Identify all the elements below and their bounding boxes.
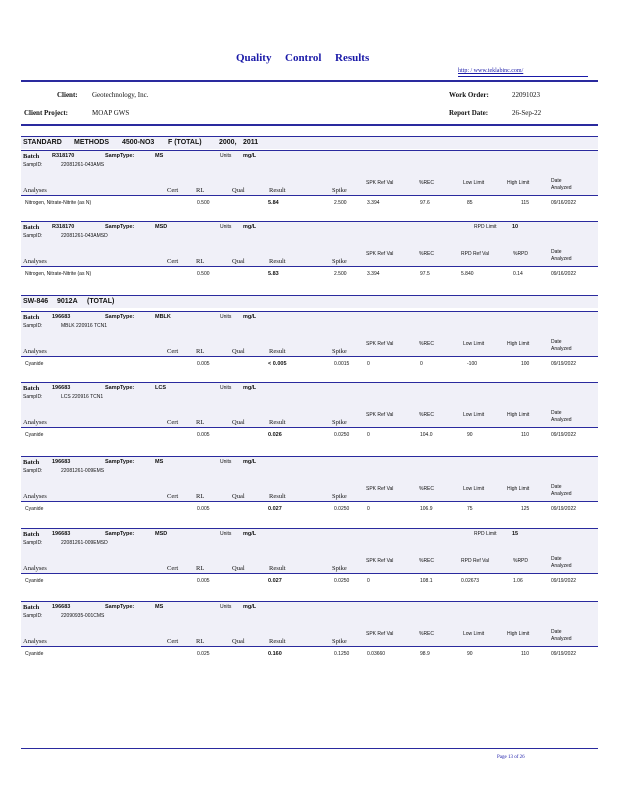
row-analyte: Cyanide (25, 651, 44, 657)
col-rec: %REC (419, 558, 435, 564)
col-qual: Qual (232, 258, 245, 265)
client-project-label: Client Project: (24, 109, 68, 117)
row-low: 90 (467, 432, 473, 438)
row-ref-val: 0 (367, 361, 370, 367)
col-spike: Spike (332, 565, 347, 572)
row-rl: 0.005 (197, 361, 210, 367)
rpd-limit-label: RPD Limit (474, 531, 497, 537)
col-qual: Qual (232, 187, 245, 194)
page-number: Page 13 of 26 (497, 755, 525, 760)
date-label: Date (551, 249, 562, 255)
units-label: Units (220, 385, 232, 391)
col-rl: RL (196, 565, 205, 572)
batch-label: Batch (23, 153, 40, 160)
analyzed-label: Analyzed (551, 491, 572, 497)
col-result: Result (269, 565, 286, 572)
row-high: 125 (521, 506, 530, 512)
col-rpd: %RPD (513, 558, 529, 564)
col-rec: %REC (419, 341, 435, 347)
col-cert: Cert (167, 493, 179, 500)
row-rec: 0 (420, 361, 423, 367)
col-low-limit: Low Limit (463, 631, 485, 637)
batch-label: Batch (23, 314, 40, 321)
sampid-value: 22081261-043AMS (61, 162, 105, 168)
col-spike: Spike (332, 419, 347, 426)
col-result: Result (269, 348, 286, 355)
batch-label: Batch (23, 385, 40, 392)
client-label: Client: (57, 91, 78, 99)
row-result: 0.026 (268, 432, 282, 438)
date-label: Date (551, 410, 562, 416)
client-value: Geotechnology, Inc. (92, 91, 149, 99)
row-rec: 97.5 (420, 271, 430, 277)
col-analyses: Analyses (23, 258, 47, 265)
samp-type-value: MBLK (155, 314, 171, 320)
row-date: 09/19/2022 (551, 361, 577, 367)
row-ref-val: 3.394 (367, 271, 380, 277)
header-top-rule (21, 80, 598, 82)
col-spk-ref-val: SPK Ref Val (366, 631, 394, 637)
col-qual: Qual (232, 493, 245, 500)
col-cert: Cert (167, 565, 179, 572)
work-order-value: 22091023 (512, 91, 540, 99)
analyzed-label: Analyzed (551, 256, 572, 262)
col-rl: RL (196, 493, 205, 500)
row-spike: 0.0250 (334, 432, 350, 438)
row-analyte: Cyanide (25, 432, 44, 438)
row-rec: 97.6 (420, 200, 430, 206)
row-date: 09/16/2022 (551, 200, 577, 206)
row-spike: 0.0250 (334, 578, 350, 584)
row-spike: 2.500 (334, 200, 347, 206)
units-label: Units (220, 314, 232, 320)
row-analyte: Nitrogen, Nitrate-Nitrite (as N) (25, 200, 92, 206)
units-value: mg/L (243, 385, 257, 391)
batch-value: R318170 (52, 224, 75, 230)
col-qual: Qual (232, 348, 245, 355)
row-ref-val: 0.03660 (367, 651, 386, 657)
website-link[interactable]: http: / www.teklabinc.com/ (458, 68, 524, 74)
row-high: 1.06 (513, 578, 523, 584)
row-rec: 106.9 (420, 506, 433, 512)
row-date: 09/19/2022 (551, 506, 577, 512)
method-name-part: STANDARD (23, 139, 62, 146)
project-value: MOAP GWS (92, 109, 130, 117)
batch-label: Batch (23, 531, 40, 538)
header-bottom-rule (21, 124, 598, 126)
row-high: 100 (521, 361, 530, 367)
row-rec: 104.0 (420, 432, 433, 438)
col-rl: RL (196, 348, 205, 355)
col-high-limit: High Limit (507, 341, 530, 347)
row-rl: 0.005 (197, 578, 210, 584)
method-header (21, 295, 598, 308)
sampid-value: MBLK 220916 TCN1 (61, 323, 108, 329)
method-name-part: 4500-NO3 (122, 139, 155, 146)
row-rec: 98.9 (420, 651, 430, 657)
units-label: Units (220, 224, 232, 230)
col-spk-ref-val: SPK Ref Val (366, 486, 394, 492)
col-analyses: Analyses (23, 638, 47, 645)
row-result: 0.027 (268, 578, 282, 584)
batch-value: 196683 (52, 314, 71, 320)
row-low: -100 (467, 361, 478, 367)
col-cert: Cert (167, 348, 179, 355)
row-low: 90 (467, 651, 473, 657)
sampid-label: SampID: (23, 233, 43, 239)
work-order-label: Work Order: (449, 91, 489, 99)
method-name-part: 2000, (219, 139, 237, 146)
row-rl: 0.005 (197, 432, 210, 438)
col-result: Result (269, 638, 286, 645)
batch-value: 196683 (52, 459, 71, 465)
col-cert: Cert (167, 419, 179, 426)
col-rl: RL (196, 419, 205, 426)
col-high-limit: High Limit (507, 180, 530, 186)
col-spk-ref-val: SPK Ref Val (366, 341, 394, 347)
method-name-part: SW-846 (23, 298, 49, 305)
row-analyte: Cyanide (25, 506, 44, 512)
col-analyses: Analyses (23, 565, 47, 572)
col-rec: %REC (419, 251, 435, 257)
col-rec: %REC (419, 412, 435, 418)
samp-type-label: SampType: (105, 314, 135, 320)
samp-type-value: MS (155, 153, 164, 159)
sampid-label: SampID: (23, 540, 43, 546)
units-value: mg/L (243, 314, 257, 320)
row-result: 5.83 (268, 271, 279, 277)
sampid-label: SampID: (23, 468, 43, 474)
units-label: Units (220, 604, 232, 610)
col-spk-ref-val: SPK Ref Val (366, 412, 394, 418)
col-spike: Spike (332, 258, 347, 265)
date-label: Date (551, 339, 562, 345)
col-qual: Qual (232, 638, 245, 645)
analyzed-label: Analyzed (551, 636, 572, 642)
method-name-part: METHODS (74, 139, 109, 146)
row-date: 09/16/2022 (551, 271, 577, 277)
row-spike: 0.0250 (334, 506, 350, 512)
sampid-label: SampID: (23, 394, 43, 400)
sampid-value: 22081261-043AMSD (61, 233, 108, 239)
col-analyses: Analyses (23, 419, 47, 426)
row-date: 09/19/2022 (551, 578, 577, 584)
col-rec: %REC (419, 631, 435, 637)
report-date-label: Report Date: (449, 109, 489, 117)
report-date-value: 26-Sep-22 (512, 109, 542, 117)
batch-label: Batch (23, 604, 40, 611)
batch-value: 196683 (52, 604, 71, 610)
col-cert: Cert (167, 638, 179, 645)
col-high-limit: High Limit (507, 486, 530, 492)
batch-value: 196683 (52, 385, 71, 391)
sampid-value: 22081261-009EMS (61, 468, 105, 474)
batch-value: R318170 (52, 153, 75, 159)
units-label: Units (220, 459, 232, 465)
analyzed-label: Analyzed (551, 185, 572, 191)
sampid-label: SampID: (23, 323, 43, 329)
row-high: 110 (521, 432, 529, 438)
col-qual: Qual (232, 419, 245, 426)
title-quality: Quality (236, 52, 272, 64)
col-rec: %REC (419, 180, 435, 186)
date-label: Date (551, 556, 562, 562)
col-spk-ref-val: SPK Ref Val (366, 558, 394, 564)
rpd-limit-value: 10 (512, 224, 519, 230)
row-ref-val: 0 (367, 432, 370, 438)
row-spike: 0.1250 (334, 651, 350, 657)
batch-label: Batch (23, 224, 40, 231)
col-result: Result (269, 187, 286, 194)
units-value: mg/L (243, 224, 257, 230)
units-value: mg/L (243, 604, 257, 610)
col-high-limit: High Limit (507, 412, 530, 418)
method-name-part: 2011 (243, 139, 259, 146)
row-spike: 2.500 (334, 271, 347, 277)
date-label: Date (551, 629, 562, 635)
col-high-limit: High Limit (507, 631, 530, 637)
sampid-label: SampID: (23, 613, 43, 619)
samp-type-value: LCS (155, 385, 166, 391)
row-result: < 0.005 (268, 361, 287, 367)
row-analyte: Cyanide (25, 578, 44, 584)
row-date: 09/19/2022 (551, 432, 577, 438)
batch-value: 196683 (52, 531, 71, 537)
units-label: Units (220, 531, 232, 537)
rpd-limit-label: RPD Limit (474, 224, 497, 230)
units-label: Units (220, 153, 232, 159)
title-control: Control (285, 52, 322, 64)
col-low-limit: Low Limit (463, 341, 485, 347)
row-result: 0.160 (268, 651, 282, 657)
col-analyses: Analyses (23, 493, 47, 500)
row-high: 115 (521, 200, 529, 206)
col-rl: RL (196, 638, 205, 645)
col-result: Result (269, 493, 286, 500)
units-value: mg/L (243, 153, 257, 159)
row-analyte: Nitrogen, Nitrate-Nitrite (as N) (25, 271, 92, 277)
samp-type-label: SampType: (105, 153, 135, 159)
row-low: 5.840 (461, 271, 474, 277)
samp-type-value: MSD (155, 224, 168, 230)
title-results: Results (335, 52, 370, 64)
analyzed-label: Analyzed (551, 346, 572, 352)
row-date: 09/19/2022 (551, 651, 577, 657)
date-label: Date (551, 484, 562, 490)
batch-label: Batch (23, 459, 40, 466)
method-name-part: 9012A (57, 298, 78, 305)
units-value: mg/L (243, 531, 257, 537)
row-spike: 0.0015 (334, 361, 350, 367)
col-rl: RL (196, 258, 205, 265)
row-ref-val: 3.394 (367, 200, 380, 206)
col-analyses: Analyses (23, 187, 47, 194)
method-name-part: (TOTAL) (87, 298, 115, 305)
date-label: Date (551, 178, 562, 184)
col-analyses: Analyses (23, 348, 47, 355)
row-result: 5.84 (268, 200, 279, 206)
col-cert: Cert (167, 258, 179, 265)
col-spike: Spike (332, 493, 347, 500)
col-low-limit: Low Limit (463, 486, 485, 492)
row-high: 110 (521, 651, 529, 657)
row-low: 85 (467, 200, 473, 206)
col-spike: Spike (332, 638, 347, 645)
col-result: Result (269, 419, 286, 426)
sampid-label: SampID: (23, 162, 43, 168)
row-low: 75 (467, 506, 473, 512)
col-rl: RL (196, 187, 205, 194)
method-name-part: F (TOTAL) (168, 139, 202, 146)
col-rpd-ref-val: RPD Ref Val (461, 558, 489, 564)
row-result: 0.027 (268, 506, 282, 512)
col-low-limit: Low Limit (463, 180, 485, 186)
sampid-value: 22090935-001CMS (61, 613, 105, 619)
analyzed-label: Analyzed (551, 563, 572, 569)
samp-type-label: SampType: (105, 459, 135, 465)
samp-type-value: MS (155, 459, 164, 465)
col-rpd: %RPD (513, 251, 529, 257)
row-high: 0.14 (513, 271, 523, 277)
row-rl: 0.025 (197, 651, 210, 657)
samp-type-label: SampType: (105, 385, 135, 391)
footer-rule (21, 748, 598, 749)
col-low-limit: Low Limit (463, 412, 485, 418)
sampid-value: 22081261-009EMSD (61, 540, 108, 546)
samp-type-value: MSD (155, 531, 168, 537)
analyzed-label: Analyzed (551, 417, 572, 423)
col-spk-ref-val: SPK Ref Val (366, 251, 394, 257)
col-spike: Spike (332, 187, 347, 194)
units-value: mg/L (243, 459, 257, 465)
sampid-value: LCS 220916 TCN1 (61, 394, 104, 400)
row-rl: 0.005 (197, 506, 210, 512)
col-result: Result (269, 258, 286, 265)
row-rl: 0.500 (197, 271, 210, 277)
row-rl: 0.500 (197, 200, 210, 206)
row-ref-val: 0 (367, 506, 370, 512)
col-spike: Spike (332, 348, 347, 355)
col-rec: %REC (419, 486, 435, 492)
samp-type-label: SampType: (105, 224, 135, 230)
row-low: 0.02673 (461, 578, 480, 584)
samp-type-label: SampType: (105, 604, 135, 610)
samp-type-value: MS (155, 604, 164, 610)
method-header (21, 136, 598, 149)
row-rec: 108.1 (420, 578, 433, 584)
row-analyte: Cyanide (25, 361, 44, 367)
col-qual: Qual (232, 565, 245, 572)
samp-type-label: SampType: (105, 531, 135, 537)
col-rpd-ref-val: RPD Ref Val (461, 251, 489, 257)
rpd-limit-value: 15 (512, 531, 519, 537)
row-ref-val: 0 (367, 578, 370, 584)
col-spk-ref-val: SPK Ref Val (366, 180, 394, 186)
col-cert: Cert (167, 187, 179, 194)
